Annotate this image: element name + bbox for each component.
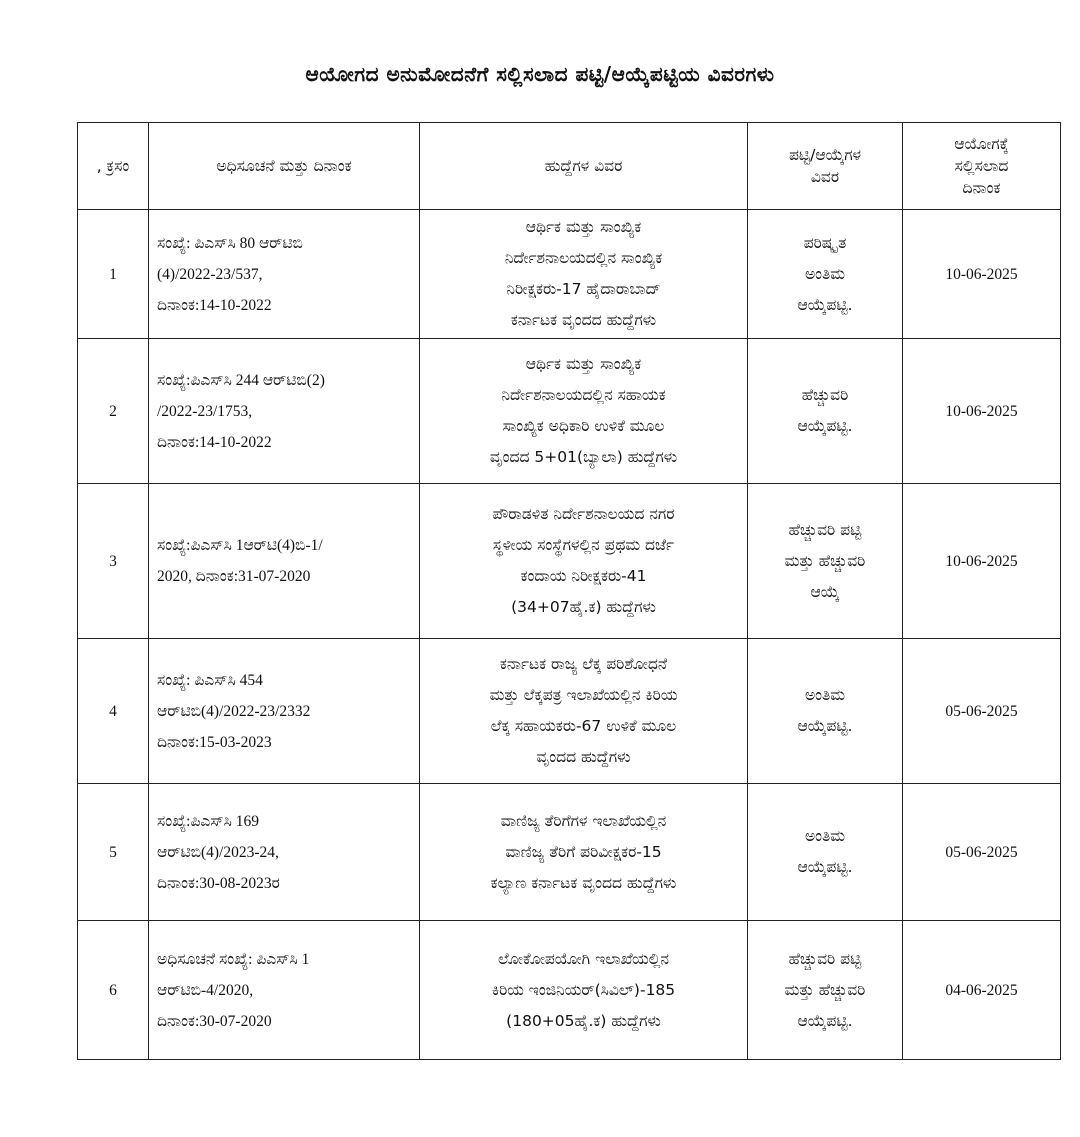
notification-line: 2020, ದಿನಾಂಕ:31-07-2020 bbox=[157, 568, 311, 585]
list-line: ಅಂತಿಮ bbox=[804, 686, 846, 704]
table-row bbox=[78, 639, 1061, 784]
list-details-cell bbox=[748, 784, 903, 921]
list-line: ಹೆಚ್ಚುವರಿ ಪಟ್ಟಿ bbox=[788, 520, 862, 539]
post-details-cell bbox=[420, 210, 748, 339]
table-row bbox=[78, 784, 1061, 921]
list-line: ಮತ್ತು ಹೆಚ್ಚುವರಿ bbox=[784, 980, 866, 999]
header-line: ಸಲ್ಲಿಸಲಾದ bbox=[954, 157, 1009, 175]
list-line: ಆಯ್ಕೆ bbox=[810, 582, 840, 601]
post-line: ಕಂದಾಯ ನಿರೀಕ್ಷಕರು-41 bbox=[520, 567, 647, 585]
notification-cell bbox=[149, 484, 420, 639]
notification-line: ಸಂಖ್ಯೆ:ಪಿಎಸ್‌ಸಿ 244 ಆರ್‌ಟಿಬಿ(2) bbox=[157, 371, 325, 389]
header-line: ಆಯೋಗಕ್ಕೆ bbox=[954, 135, 1009, 153]
post-line: ವೃಂದದ ಹುದ್ದೆಗಳು bbox=[536, 748, 631, 766]
table-row bbox=[78, 210, 1061, 339]
post-line: ಲೆಕ್ಕ ಸಹಾಯಕರು-67 ಉಳಿಕೆ ಮೂಲ bbox=[490, 717, 677, 735]
notification-line: ದಿನಾಂಕ:15-03-2023 bbox=[157, 733, 272, 751]
list-line: ಆಯ್ಕೆಪಟ್ಟಿ. bbox=[797, 717, 853, 735]
list-details-cell bbox=[748, 921, 903, 1060]
serial-number-cell: 3 bbox=[78, 484, 149, 639]
notification-line: ಸಂಖ್ಯೆ: ಪಿಎಸ್‌ಸಿ 454 bbox=[157, 671, 263, 689]
post-details-cell bbox=[420, 339, 748, 484]
list-line: ಮತ್ತು ಹೆಚ್ಚುವರಿ bbox=[784, 551, 866, 570]
table-row bbox=[78, 484, 1061, 639]
header-line: ಪಟ್ಟಿ/ಆಯ್ಕೆಗಳ bbox=[788, 146, 862, 164]
selection-list-table bbox=[77, 122, 1061, 1060]
header-submission-date bbox=[903, 123, 1061, 210]
notification-line: ದಿನಾಂಕ:14-10-2022 bbox=[157, 296, 272, 314]
serial-number-cell: 5 bbox=[78, 784, 149, 921]
list-details-cell bbox=[748, 210, 903, 339]
notification-cell bbox=[149, 210, 420, 339]
submission-date-cell: 10-06-2025 bbox=[903, 484, 1061, 639]
post-line: ಕರ್ನಾಟಕ ವೃಂದದ ಹುದ್ದೆಗಳು bbox=[510, 311, 657, 329]
post-line: ಲೋಕೋಪಯೋಗಿ ಇಲಾಖೆಯಲ್ಲಿನ bbox=[497, 949, 670, 968]
post-line: ವಾಣಿಜ್ಯ ತೆರಿಗೆ ಪರಿವೀಕ್ಷಕರ-15 bbox=[505, 842, 662, 861]
notification-cell bbox=[149, 921, 420, 1060]
notification-cell bbox=[149, 784, 420, 921]
submission-date-cell: 10-06-2025 bbox=[903, 339, 1061, 484]
header-list-details bbox=[748, 123, 903, 210]
post-line: ಕರ್ನಾಟಕ ರಾಜ್ಯ ಲೆಕ್ಕ ಪರಿಶೋಧನೆ bbox=[499, 655, 668, 673]
serial-number-cell: 1 bbox=[78, 210, 149, 339]
notification-line: ಸಂಖ್ಯೆ:ಪಿಎಸ್‌ಸಿ 1ಆರ್‌ಟಿ(4)ಬಿ-1/ bbox=[157, 537, 323, 554]
submission-date-cell: 10-06-2025 bbox=[903, 210, 1061, 339]
list-line: ಆಯ್ಕೆಪಟ್ಟಿ. bbox=[797, 1011, 853, 1030]
submission-date-cell: 04-06-2025 bbox=[903, 921, 1061, 1060]
notification-line: ಆರ್‌ಟಿಬಿ(4)/2022-23/2332 bbox=[157, 702, 311, 720]
document-title: ಆಯೋಗದ ಅನುಮೋದನೆಗೆ ಸಲ್ಲಿಸಲಾದ ಪಟ್ಟಿ/ಆಯ್ಕೆಪಟ್ಟಿಯ ವಿವರಗಳು bbox=[305, 62, 775, 86]
notification-line: ಸಂಖ್ಯೆ:ಪಿಎಸ್‌ಸಿ 169 bbox=[157, 812, 259, 830]
header-post-details: ಹುದ್ದೆಗಳ ವಿವರ bbox=[420, 123, 748, 210]
list-line: ಆಯ್ಕೆಪಟ್ಟಿ. bbox=[797, 295, 853, 314]
post-details-cell bbox=[420, 921, 748, 1060]
notification-line: ದಿನಾಂಕ:30-08-2023ರ bbox=[157, 874, 280, 892]
post-line: ಸಾಂಖ್ಯಿಕ ಅಧಿಕಾರಿ ಉಳಿಕೆ ಮೂಲ bbox=[502, 417, 665, 435]
serial-number-cell: 2 bbox=[78, 339, 149, 484]
post-details-cell bbox=[420, 639, 748, 784]
notification-line: ದಿನಾಂಕ:14-10-2022 bbox=[157, 433, 272, 451]
header-line: ದಿನಾಂಕ bbox=[962, 179, 1001, 197]
post-details-cell bbox=[420, 484, 748, 639]
post-line: ನಿರ್ದೇಶನಾಲಯದಲ್ಲಿನ ಸಹಾಯಕ bbox=[501, 386, 666, 404]
table-header-row bbox=[78, 123, 1061, 210]
list-line: ಅಂತಿಮ bbox=[804, 264, 846, 283]
notification-line: ಸಂಖ್ಯೆ: ಪಿಎಸ್‌ಸಿ 80 ಆರ್‌ಟಿಬಿ bbox=[157, 234, 303, 252]
list-line: ಅಂತಿಮ bbox=[804, 827, 846, 845]
list-line: ಆಯ್ಕೆಪಟ್ಟಿ. bbox=[797, 858, 853, 876]
notification-cell bbox=[149, 339, 420, 484]
post-line: ಸ್ಥಳೀಯ ಸಂಸ್ಥೆಗಳಲ್ಲಿನ ಪ್ರಥಮ ದರ್ಜೆ bbox=[492, 536, 675, 554]
list-details-cell bbox=[748, 339, 903, 484]
header-line: ವಿವರ bbox=[810, 168, 840, 186]
header-serial-number: , ಕ್ರಸಂ bbox=[78, 123, 149, 210]
list-line: ಆಯ್ಕೆಪಟ್ಟಿ. bbox=[797, 417, 853, 435]
post-line: ಕಿರಿಯ ಇಂಜಿನಿಯರ್(ಸಿವಿಲ್)-185 bbox=[491, 980, 676, 999]
list-details-cell bbox=[748, 639, 903, 784]
post-details-cell bbox=[420, 784, 748, 921]
post-line: ಆರ್ಥಿಕ ಮತ್ತು ಸಾಂಖ್ಯಿಕ bbox=[525, 355, 642, 373]
serial-number-cell: 6 bbox=[78, 921, 149, 1060]
post-line: ಪೌರಾಡಳಿತ ನಿರ್ದೇಶನಾಲಯದ ನಗರ bbox=[492, 505, 675, 523]
list-line: ಪರಿಷ್ಕೃತ bbox=[803, 233, 847, 252]
post-line: (180+05ಹೈ.ಕ) ಹುದ್ದೆಗಳು bbox=[506, 1011, 661, 1030]
notification-line: ಆರ್‌ಟಿಬಿ-4/2020, bbox=[157, 981, 254, 999]
post-line: ಕಲ್ಯಾಣ ಕರ್ನಾಟಕ ವೃಂದದ ಹುದ್ದೆಗಳು bbox=[490, 873, 677, 892]
post-line: ಆರ್ಥಿಕ ಮತ್ತು ಸಾಂಖ್ಯಿಕ bbox=[525, 218, 642, 236]
list-line: ಹೆಚ್ಚುವರಿ bbox=[801, 386, 849, 404]
serial-number-cell: 4 bbox=[78, 639, 149, 784]
header-notification-date: ಅಧಿಸೂಚನೆ ಮತ್ತು ದಿನಾಂಕ bbox=[149, 123, 420, 210]
submission-date-cell: 05-06-2025 bbox=[903, 784, 1061, 921]
post-line: ವೃಂದದ 5+01(ಬ್ಯಾಲಾ) ಹುದ್ದೆಗಳು bbox=[489, 448, 678, 466]
list-details-cell bbox=[748, 484, 903, 639]
notification-line: ದಿನಾಂಕ:30-07-2020 bbox=[157, 1012, 272, 1030]
list-line: ಹೆಚ್ಚುವರಿ ಪಟ್ಟಿ bbox=[788, 949, 862, 968]
submission-date-cell: 05-06-2025 bbox=[903, 639, 1061, 784]
notification-line: ಅಧಿಸೂಚನೆ ಸಂಖ್ಯೆ: ಪಿಎಸ್‌ಸಿ 1 bbox=[157, 950, 310, 968]
post-line: ನಿರ್ದೇಶನಾಲಯದಲ್ಲಿನ ಸಾಂಖ್ಯಿಕ bbox=[504, 249, 663, 267]
post-line: ನಿರೀಕ್ಷಕರು-17 ಹೈದಾರಾಬಾದ್ bbox=[506, 280, 661, 298]
post-line: (34+07ಹೈ.ಕ) ಹುದ್ದೆಗಳು bbox=[511, 598, 656, 616]
notification-line: ಆರ್‌ಟಿಬಿ(4)/2023-24, bbox=[157, 843, 279, 861]
post-line: ಮತ್ತು ಲೆಕ್ಕಪತ್ರ ಇಲಾಖೆಯಲ್ಲಿನ ಕಿರಿಯ bbox=[489, 686, 678, 704]
table-row bbox=[78, 339, 1061, 484]
table-row bbox=[78, 921, 1061, 1060]
notification-line: (4)/2022-23/537, bbox=[157, 265, 263, 283]
notification-cell bbox=[149, 639, 420, 784]
post-line: ವಾಣಿಜ್ಯ ತೆರಿಗೆಗಳ ಇಲಾಖೆಯಲ್ಲಿನ bbox=[500, 811, 667, 830]
notification-line: /2022-23/1753, bbox=[157, 402, 253, 420]
